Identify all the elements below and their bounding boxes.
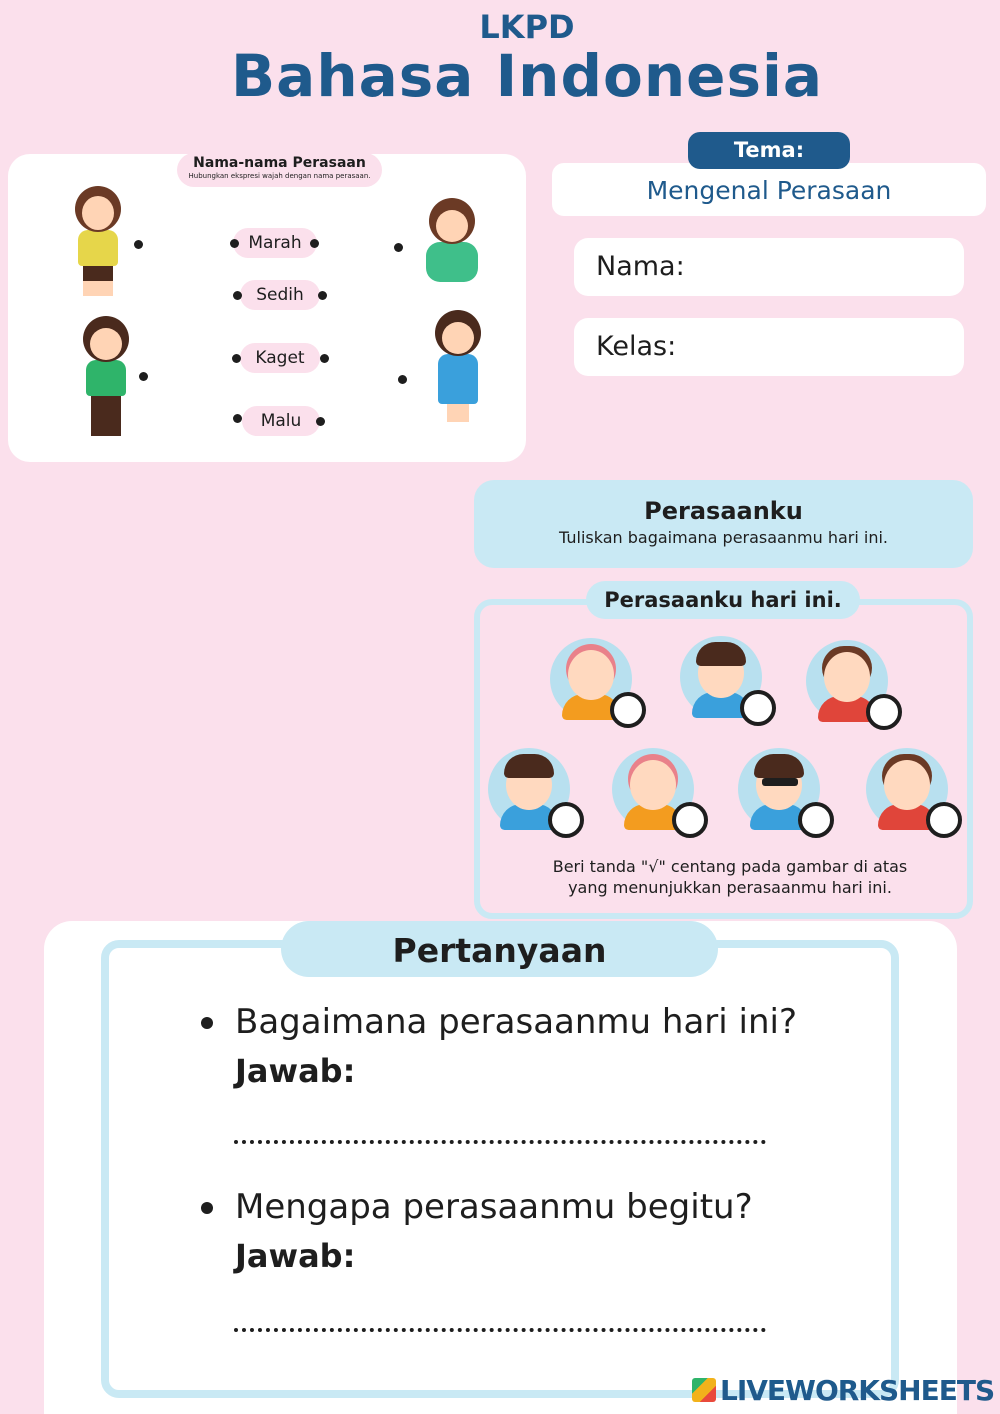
word-kaget: Kaget	[240, 343, 320, 373]
match-dot-malu-left[interactable]	[233, 414, 242, 423]
face-option-5-checkbox[interactable]	[672, 802, 708, 838]
face-option-2-checkbox[interactable]	[740, 690, 776, 726]
nama-field[interactable]: Nama:	[574, 238, 964, 296]
kelas-field[interactable]: Kelas:	[574, 318, 964, 376]
matching-instruction: Hubungkan ekspresi wajah dengan nama perasaan.	[188, 172, 371, 180]
perasaanku-header	[474, 480, 973, 568]
word-sedih: Sedih	[240, 280, 320, 310]
question-1-bullet	[201, 1017, 213, 1029]
question-1-answer-line[interactable]	[234, 1140, 766, 1144]
liveworksheets-icon	[692, 1378, 716, 1402]
perasaanku-instruction	[480, 856, 980, 898]
match-dot-kid-surprised[interactable]	[134, 240, 143, 249]
match-dot-sedih-left[interactable]	[233, 291, 242, 300]
tema-label: Tema:	[688, 132, 850, 169]
face-option-1	[550, 638, 636, 724]
face-option-3	[806, 640, 892, 726]
perasaanku-instruction-line1: Beri tanda "√" centang pada gambar di atas	[552, 857, 908, 876]
perasaanku-title: Perasaanku	[644, 497, 803, 525]
match-dot-marah-right[interactable]	[310, 239, 319, 248]
word-marah: Marah	[233, 228, 317, 258]
face-option-6	[738, 748, 824, 834]
match-dot-kid-shy[interactable]	[398, 375, 407, 384]
question-1-text: Bagaimana perasaanmu hari ini?	[235, 1002, 797, 1042]
word-malu: Malu	[242, 406, 320, 436]
worksheet-subject: Bahasa Indonesia	[230, 42, 824, 110]
face-option-5	[612, 748, 698, 834]
question-2-text: Mengapa perasaanmu begitu?	[235, 1187, 753, 1227]
perasaanku-subtitle: Tuliskan bagaimana perasaanmu hari ini.	[559, 528, 888, 547]
matching-title: Nama-nama Perasaan	[193, 155, 366, 171]
tema-value: Mengenal Perasaan	[552, 163, 986, 216]
matching-title-pill	[177, 153, 382, 187]
face-option-1-checkbox[interactable]	[610, 692, 646, 728]
perasaanku-box-title: Perasaanku hari ini.	[586, 581, 860, 619]
question-2-answer-line[interactable]	[234, 1328, 766, 1332]
face-option-2	[680, 636, 766, 722]
face-option-7-checkbox[interactable]	[926, 802, 962, 838]
match-dot-sedih-right[interactable]	[318, 291, 327, 300]
kid-surprised-image	[66, 186, 130, 296]
face-option-4-checkbox[interactable]	[548, 802, 584, 838]
perasaanku-instruction-line2: yang menunjukkan perasaanmu hari ini.	[568, 878, 892, 897]
question-1-answer-label: Jawab:	[235, 1052, 356, 1090]
match-dot-kid-angry[interactable]	[139, 372, 148, 381]
face-option-3-checkbox[interactable]	[866, 694, 902, 730]
match-dot-kaget-right[interactable]	[320, 354, 329, 363]
match-dot-malu-right[interactable]	[316, 417, 325, 426]
face-option-7	[866, 748, 952, 834]
match-dot-kid-sad[interactable]	[394, 243, 403, 252]
question-2-bullet	[201, 1202, 213, 1214]
kid-sad-image	[420, 198, 484, 282]
liveworksheets-logo	[692, 1374, 994, 1407]
match-dot-kaget-left[interactable]	[232, 354, 241, 363]
pertanyaan-title: Pertanyaan	[281, 921, 718, 977]
question-2-answer-label: Jawab:	[235, 1237, 356, 1275]
worksheet-kicker: LKPD	[479, 8, 575, 46]
brand-name: LIVEWORKSHEETS	[720, 1374, 995, 1407]
face-option-4	[488, 748, 574, 834]
face-option-6-checkbox[interactable]	[798, 802, 834, 838]
kid-shy-image	[426, 310, 490, 422]
match-dot-marah-left[interactable]	[230, 239, 239, 248]
kid-angry-image	[74, 316, 138, 436]
